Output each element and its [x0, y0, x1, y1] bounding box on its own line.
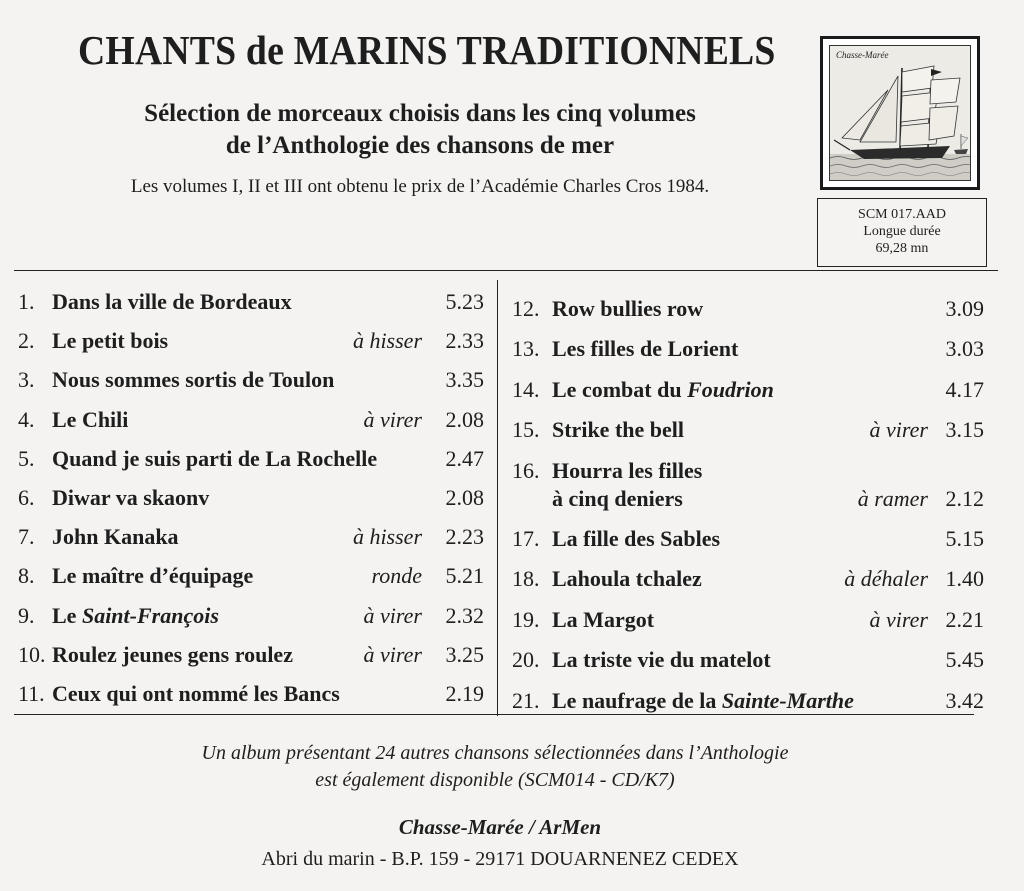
sailing-ship-icon [830, 46, 971, 181]
divider-top [14, 270, 998, 271]
track-row [18, 405, 484, 435]
track-row [512, 456, 984, 511]
track-number: 9. [18, 602, 35, 628]
track-number: 14. [512, 376, 540, 402]
track-title: Strike the bell [552, 417, 684, 443]
track-title: Le Chili [52, 406, 129, 432]
track-number: 13. [512, 336, 540, 362]
track-duration: 3.35 [445, 367, 484, 393]
track-title: Le maître d’équipage [52, 563, 254, 589]
album-subtitle-line-2: de l’Anthologie des chansons de mer [225, 132, 615, 159]
track-duration: 5.23 [445, 289, 484, 314]
track-song-type: à virer [869, 417, 928, 443]
track-title-italic: Sainte-Marthe [721, 687, 854, 713]
album-title: CHANTS de MARINS TRADITIONNELS [78, 27, 776, 73]
track-title [552, 686, 854, 716]
track-title: John Kanaka [52, 524, 179, 550]
track-number: 16. [512, 457, 540, 483]
divider-center [497, 280, 498, 716]
track-number: 1. [18, 289, 35, 314]
track-row [18, 679, 484, 709]
track-song-type: à virer [869, 606, 928, 632]
track-title [52, 601, 219, 631]
track-row [512, 375, 984, 405]
track-duration: 2.08 [445, 406, 484, 432]
track-number: 6. [18, 485, 35, 510]
track-row [18, 287, 484, 317]
track-duration: 3.15 [945, 417, 984, 443]
track-song-type: à virer [363, 641, 422, 667]
track-row [18, 483, 484, 513]
track-number: 15. [512, 417, 540, 443]
cover-illustration [820, 36, 980, 190]
track-title: Ceux qui ont nommé les Bancs [52, 681, 340, 706]
track-row [512, 524, 984, 554]
track-duration: 5.45 [945, 647, 984, 673]
track-number: 8. [18, 563, 35, 589]
track-title-italic: Foudrion [687, 376, 774, 402]
track-number: 18. [512, 566, 540, 592]
track-row [18, 365, 484, 395]
track-song-type: à ramer [857, 485, 928, 511]
track-number: 17. [512, 526, 540, 551]
track-title: La Margot [552, 606, 655, 632]
award-note: Les volumes I, II et III ont obtenu le prix de l’Académie Charles Cros 1984. [130, 176, 710, 197]
track-row [18, 444, 484, 474]
track-number: 21. [512, 687, 540, 713]
track-title-text: Le combat du [552, 376, 688, 402]
track-title: Dans la ville de Bordeaux [52, 289, 292, 314]
track-duration: 2.47 [445, 445, 484, 471]
track-row [18, 601, 484, 631]
track-duration: 2.12 [945, 485, 984, 511]
cover-brand-label: Chasse-Marée [836, 50, 889, 60]
track-duration: 2.08 [445, 485, 484, 510]
publisher-address: Abri du marin - B.P. 159 - 29171 DOUARNENEZ CEDEX [261, 848, 739, 870]
track-duration: 2.21 [945, 606, 984, 632]
track-row [512, 564, 984, 594]
track-duration: 3.25 [445, 641, 484, 667]
track-number: 11. [18, 681, 45, 706]
track-number: 4. [18, 406, 35, 432]
track-row [18, 561, 484, 591]
track-title: Lahoula tchalez [552, 566, 702, 592]
track-duration: 5.21 [445, 563, 484, 589]
track-title: Hourra les filles [552, 457, 703, 483]
album-subtitle-line-1: Sélection de morceaux choisis dans les cinq volumes [144, 100, 696, 127]
track-song-type: à virer [363, 602, 422, 628]
track-duration: 3.03 [945, 336, 984, 362]
track-row [512, 686, 984, 716]
track-title: Quand je suis parti de La Rochelle [52, 445, 378, 471]
track-duration: 2.33 [445, 328, 484, 354]
track-row [18, 640, 484, 670]
track-row [512, 645, 984, 675]
track-number: 12. [512, 296, 540, 321]
track-title: Row bullies row [552, 296, 704, 321]
catalog-code: SCM 017.AAD [858, 207, 946, 222]
track-title: La fille des Sables [552, 526, 721, 551]
footer-note-line-2: est également disponible (SCM014 - CD/K7) [315, 769, 675, 791]
track-duration: 1.40 [945, 566, 984, 592]
track-row [512, 334, 984, 364]
catalog-box [817, 198, 987, 267]
track-song-type: à hisser [352, 328, 422, 354]
track-title: La triste vie du matelot [552, 647, 771, 673]
catalog-format: Longue durée [863, 224, 941, 239]
track-number: 5. [18, 445, 35, 471]
footer-note-line-1: Un album présentant 24 autres chansons sélectionnées dans l’Anthologie [201, 742, 789, 764]
track-number: 10. [18, 641, 46, 667]
track-title [552, 375, 774, 405]
track-title-text: Le [52, 602, 82, 628]
track-duration: 3.09 [945, 296, 984, 321]
track-song-type: à hisser [352, 524, 422, 550]
track-row [512, 294, 984, 324]
publisher-name: Chasse-Marée / ArMen [398, 815, 602, 839]
track-title: Diwar va skaonv [52, 485, 210, 510]
catalog-duration: 69,28 mn [875, 241, 929, 256]
track-title-text: Le naufrage de la [552, 687, 722, 713]
track-duration: 4.17 [945, 376, 984, 402]
track-song-type: à virer [363, 406, 422, 432]
track-row [512, 415, 984, 445]
track-number: 7. [18, 524, 35, 550]
track-row [18, 326, 484, 356]
track-title: Roulez jeunes gens roulez [52, 641, 293, 667]
track-title: Les filles de Lorient [552, 336, 739, 362]
track-duration: 3.42 [945, 687, 984, 713]
track-duration: 5.15 [945, 526, 984, 551]
track-number: 3. [18, 367, 35, 393]
track-number: 2. [18, 328, 35, 354]
track-title: Nous sommes sortis de Toulon [52, 367, 335, 393]
track-duration: 2.19 [445, 681, 484, 706]
track-duration: 2.32 [445, 602, 484, 628]
track-song-type: ronde [371, 563, 422, 589]
track-title-italic: Saint-François [81, 602, 219, 628]
track-number: 19. [512, 606, 540, 632]
track-title: Le petit bois [52, 328, 169, 354]
track-row [18, 522, 484, 552]
track-song-type: à déhaler [844, 566, 928, 592]
track-duration: 2.23 [445, 524, 484, 550]
track-title-line-2: à cinq deniers [552, 485, 683, 511]
track-number: 20. [512, 647, 540, 673]
track-row [512, 605, 984, 635]
